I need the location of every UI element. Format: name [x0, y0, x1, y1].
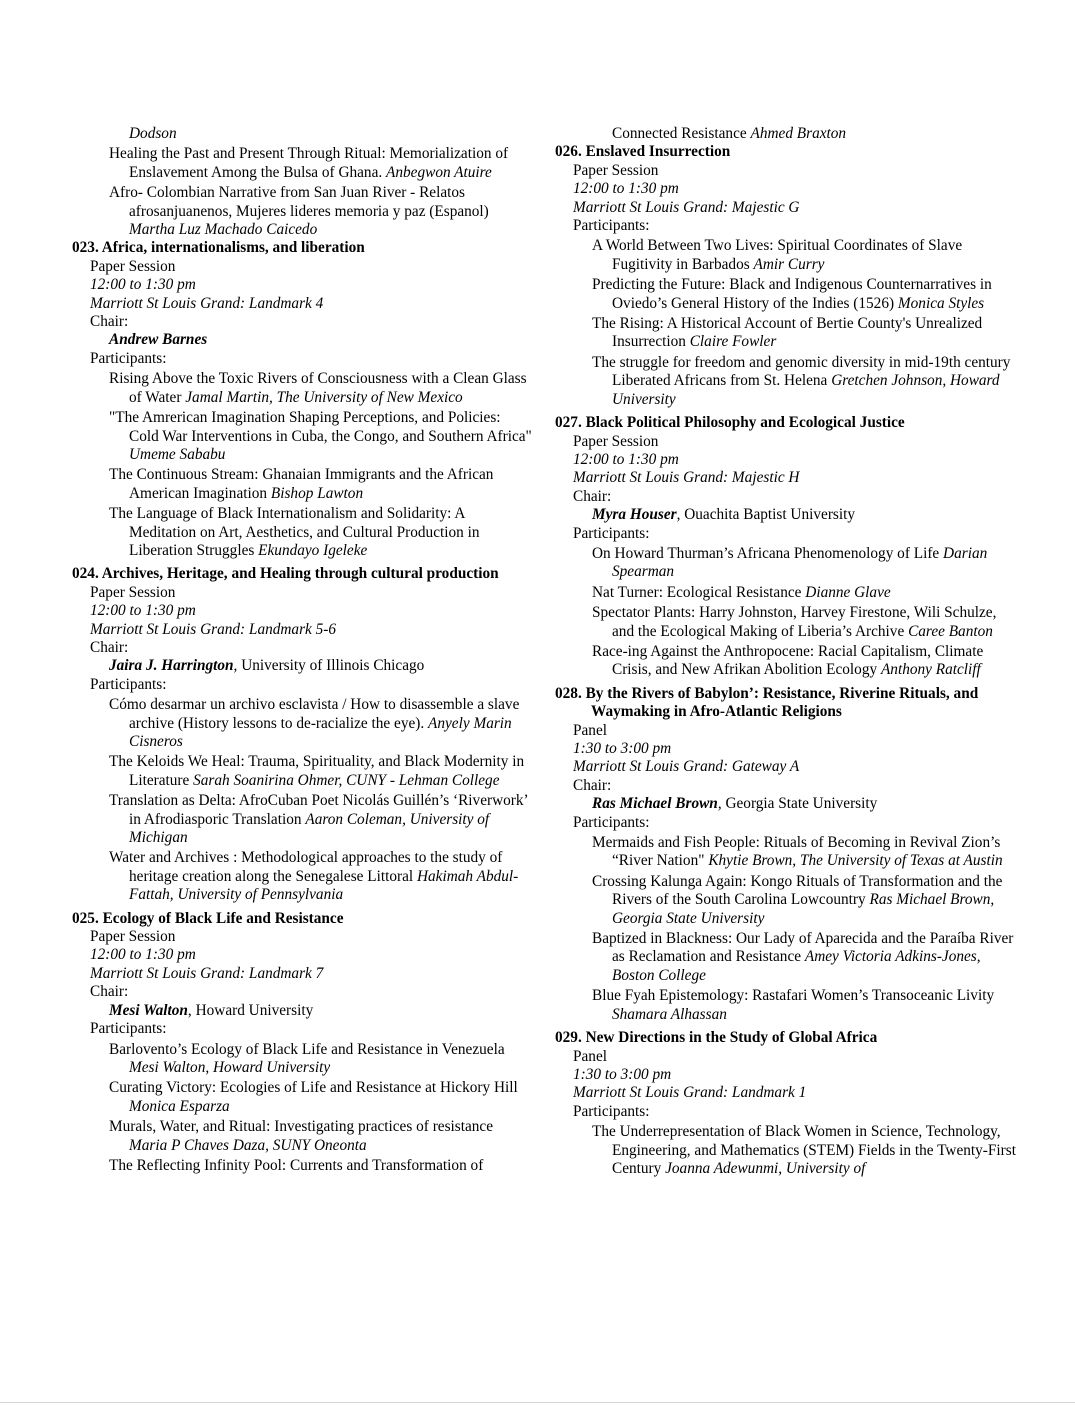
- paper-authors: Aaron Coleman, University of Michigan: [129, 810, 490, 847]
- session-block: [555, 1029, 1017, 1178]
- paper-entry: [72, 849, 534, 904]
- paper-authors: Ras Michael Brown, Georgia State University: [612, 891, 995, 927]
- paper-title: Spectator Plants: Harry Johnston, Harvey Firestone, Wili Schulze, and the Ecological Making of Liberia’s Archive: [592, 604, 997, 640]
- paper-entry: [555, 834, 1017, 871]
- session-type: Panel: [573, 1047, 607, 1065]
- chair-name: Jaira J. Harrington: [109, 657, 234, 675]
- participants-label: Participants:: [573, 1102, 650, 1120]
- paper-title: On Howard Thurman’s Africana Phenomenology of Life: [592, 544, 944, 562]
- paper-entry: [555, 604, 1017, 641]
- paper-title: Murals, Water, and Ritual: Investigating practices of resistance: [109, 1118, 493, 1136]
- participants-label: Participants:: [90, 349, 167, 367]
- paper-entry: [555, 354, 1017, 409]
- paper-title: Curating Victory: Ecologies of Life and Resistance at Hickory Hill: [109, 1079, 518, 1097]
- paper-entry: [72, 505, 534, 560]
- paper-entry: [72, 1157, 534, 1175]
- session-block: [72, 565, 534, 904]
- paper-title: The Keloids We Heal: Trauma, Spirituality, and Black Modernity in Literature: [109, 753, 525, 789]
- paper-authors: Martha Luz Machado Caicedo: [129, 221, 318, 239]
- paper-authors: Joanna Adewunmi, University of: [665, 1159, 866, 1177]
- paper-authors: Anbegwon Atuire: [386, 163, 492, 181]
- continued-entry: [555, 125, 1017, 143]
- paper-entry: [555, 987, 1017, 1024]
- paper-entry: [72, 1118, 534, 1155]
- paper-title: "The Amrerican Imagination Shaping Perceptions, and Policies: Cold War Interventions in Cuba, the Congo, and Southern Africa": [109, 409, 532, 445]
- session-block: [72, 239, 534, 560]
- session-heading: 028. By the Rivers of Babylon’: Resistance, Riverine Rituals, and Waymaking in Afro-Atlantic Religions: [555, 684, 979, 721]
- participants-label: Participants:: [573, 217, 650, 235]
- paper-authors: Jamal Martin, The University of New Mexico: [185, 388, 463, 406]
- paper-entry: [72, 1079, 534, 1116]
- paper-title: The Language of Black Internationalism and Solidarity: A Meditation on Art, Aesthetics, and Cultural Production in Liberation Struggles: [109, 505, 480, 559]
- paper-authors: Claire Fowler: [689, 333, 777, 351]
- session-block: [555, 685, 1017, 1024]
- paper-entry: [72, 696, 534, 751]
- paper-authors: Gretchen Johnson, Howard University: [612, 372, 1000, 408]
- paper-entry: [555, 643, 1017, 680]
- paper-entry: [72, 753, 534, 790]
- chair-name: Ras Michael Brown: [592, 795, 718, 813]
- paper-authors: Amey Victoria Adkins-Jones, Boston College: [612, 948, 981, 984]
- paper-entry: [555, 545, 1017, 582]
- paper-authors: Dodson: [129, 125, 177, 142]
- paper-entry: [555, 584, 1017, 602]
- session-location: Marriott St Louis Grand: Majestic H: [573, 469, 800, 487]
- paper-title: Mermaids and Fish People: Rituals of Becoming in Revival Zion’s “River Nation": [592, 834, 1001, 870]
- session-heading: 023. Africa, internationalisms, and liberation: [72, 239, 365, 257]
- chair-entry: [555, 506, 1017, 524]
- paper-authors: Khytie Brown, The University of Texas at Austin: [708, 852, 1003, 870]
- continued-paper: [72, 184, 534, 239]
- paper-entry: [555, 276, 1017, 313]
- session-heading: 024. Archives, Heritage, and Healing through cultural production: [72, 565, 499, 583]
- paper-authors: Anyely Marin Cisneros: [129, 714, 512, 750]
- participants-label: Participants:: [573, 813, 650, 831]
- paper-authors: Dianne Glave: [805, 583, 891, 601]
- paper-title: Baptized in Blackness: Our Lady of Aparecida and the Paraíba River as Reclamation and Resistance: [592, 930, 1014, 966]
- session-type: Paper Session: [90, 583, 176, 601]
- paper-authors: Sarah Soanirina Ohmer, CUNY - Lehman College: [193, 771, 500, 789]
- paper-entry: [72, 466, 534, 503]
- paper-authors: Umeme Sababu: [129, 445, 226, 463]
- paper-title: The Underrepresentation of Black Women in Science, Technology, Engineering, and Mathematics (STEM) Fields in the Twenty-First Century: [592, 1123, 1016, 1177]
- session-heading: 025. Ecology of Black Life and Resistance: [72, 909, 344, 927]
- paper-authors: Bishop Lawton: [270, 484, 364, 502]
- paper-authors: Darian Spearman: [612, 544, 988, 581]
- paper-title: Race-ing Against the Anthropocene: Racial Capitalism, Climate Crisis, and New Afrikan Abolition Ecology: [592, 642, 984, 679]
- chair-entry: [72, 1002, 534, 1020]
- chair-label: Chair:: [90, 313, 129, 331]
- paper-entry: [555, 1123, 1017, 1178]
- continued-paper: [72, 145, 534, 182]
- paper-entry: [555, 315, 1017, 352]
- paper-authors: Hakimah Abdul-Fattah, University of Pennsylvania: [129, 867, 519, 904]
- session-type: Paper Session: [573, 432, 659, 450]
- session-time: 12:00 to 1:30 pm: [90, 602, 196, 620]
- participants-label: Participants:: [573, 524, 650, 542]
- session-time: 1:30 to 3:00 pm: [573, 740, 672, 757]
- chair-label: Chair:: [90, 638, 129, 656]
- paper-authors: Caree Banton: [908, 622, 993, 640]
- session-time: 12:00 to 1:30 pm: [90, 946, 196, 964]
- paper-title: Rising Above the Toxic Rivers of Consciousness with a Clean Glass of Water: [109, 370, 527, 406]
- paper-title: Nat Turner: Ecological Resistance: [592, 583, 806, 601]
- paper-entry: [555, 237, 1017, 274]
- participants-label: Participants:: [90, 1020, 167, 1038]
- paper-authors: Monica Esparza: [129, 1097, 230, 1115]
- paper-entry: [72, 1041, 534, 1078]
- chair-label: Chair:: [90, 983, 129, 1001]
- session-location: Marriott St Louis Grand: Majestic G: [573, 198, 800, 216]
- chair-affiliation: , Howard University: [187, 1001, 314, 1019]
- paper-title: Connected Resistance: [612, 125, 751, 142]
- paper-entry: [72, 409, 534, 464]
- session-type: Paper Session: [90, 257, 176, 275]
- session-location: Marriott St Louis Grand: Landmark 1: [573, 1084, 807, 1102]
- paper-title: The Reflecting Infinity Pool: Currents and Transformation of: [109, 1156, 484, 1174]
- paper-entry: [72, 370, 534, 407]
- paper-title: Crossing Kalunga Again: Kongo Rituals of Transformation and the Rivers of the South Carolina Lowcountry: [592, 872, 1003, 909]
- paper-title: The Rising: A Historical Account of Bertie County's Unrealized Insurrection: [592, 315, 983, 351]
- chair-entry: [555, 795, 1017, 813]
- participants-label: Participants:: [90, 675, 167, 693]
- paper-authors: Shamara Alhassan: [612, 1005, 727, 1023]
- paper-title: Predicting the Future: Black and Indigenous Counternarratives in Oviedo’s General History of the Indies (1526): [592, 276, 992, 312]
- session-block: [72, 910, 534, 1176]
- session-location: Marriott St Louis Grand: Landmark 7: [90, 964, 324, 982]
- session-block: [555, 143, 1017, 409]
- session-location: Marriott St Louis Grand: Landmark 5-6: [90, 620, 337, 638]
- session-type: Panel: [573, 721, 607, 739]
- left-column: [72, 125, 534, 1175]
- session-list: [555, 143, 1017, 1178]
- paper-authors: Ekundayo Igeleke: [258, 541, 368, 559]
- paper-authors: Ahmed Braxton: [750, 125, 847, 142]
- session-time: 1:30 to 3:00 pm: [573, 1065, 672, 1083]
- paper-title: Cómo desarmar un archivo esclavista / How to disassemble a slave archive (History lessons to de-racialize the eye).: [109, 696, 520, 732]
- session-time: 12:00 to 1:30 pm: [573, 450, 679, 468]
- paper-title: Translation as Delta: AfroCuban Poet Nicolás Guillén’s ‘Riverwork’ in Afrodiasporic Translation: [109, 792, 528, 828]
- chair-name: Myra Houser: [592, 506, 677, 524]
- session-type: Paper Session: [90, 928, 176, 946]
- page-bottom-rule: [0, 1402, 1075, 1403]
- chair-name: Andrew Barnes: [109, 331, 208, 349]
- paper-authors: Anthony Ratcliff: [880, 661, 981, 679]
- session-heading: 029. New Directions in the Study of Global Africa: [555, 1029, 878, 1047]
- paper-title: Healing the Past and Present Through Ritual: Memorialization of Enslavement Among the Bulsa of Ghana.: [109, 145, 509, 181]
- session-block: [555, 414, 1017, 680]
- chair-affiliation: , University of Illinois Chicago: [233, 657, 425, 675]
- session-location: Marriott St Louis Grand: Landmark 4: [90, 294, 324, 312]
- paper-authors: Monica Styles: [897, 294, 985, 312]
- session-time: 12:00 to 1:30 pm: [90, 276, 196, 294]
- right-column: [555, 125, 1017, 1178]
- paper-title: The struggle for freedom and genomic diversity in mid-19th century Liberated Africans from St. Helena: [592, 353, 1011, 390]
- session-type: Paper Session: [573, 161, 659, 179]
- session-location: Marriott St Louis Grand: Gateway A: [573, 758, 800, 776]
- paper-title: Afro- Colombian Narrative from San Juan River - Relatos afrosanjuanenos, Mujeres lideres memoria y paz (Espanol): [109, 184, 489, 220]
- session-heading: 026. Enslaved Insurrection: [555, 143, 731, 161]
- paper-title: A World Between Two Lives: Spiritual Coordinates of Slave Fugitivity in Barbados: [592, 237, 963, 273]
- paper-entry: [555, 873, 1017, 928]
- continued-entry: [72, 125, 534, 143]
- paper-authors: Maria P Chaves Daza, SUNY Oneonta: [129, 1136, 367, 1154]
- paper-authors: Mesi Walton, Howard University: [129, 1058, 331, 1076]
- paper-title: Water and Archives : Methodological approaches to the study of heritage creation along the Senegalese Littoral: [109, 849, 503, 885]
- chair-entry: [72, 657, 534, 675]
- paper-entry: [555, 930, 1017, 985]
- chair-affiliation: , Ouachita Baptist University: [676, 506, 856, 524]
- paper-title: Blue Fyah Epistemology: Rastafari Women’s Transoceanic Livity: [592, 987, 995, 1005]
- paper-entry: [72, 792, 534, 847]
- chair-label: Chair:: [573, 487, 612, 505]
- session-time: 12:00 to 1:30 pm: [573, 180, 679, 198]
- session-heading: 027. Black Political Philosophy and Ecological Justice: [555, 414, 905, 432]
- session-list: [72, 239, 534, 1175]
- chair-label: Chair:: [573, 776, 612, 794]
- paper-title: Barlovento’s Ecology of Black Life and Resistance in Venezuela: [109, 1040, 505, 1058]
- chair-entry: [72, 331, 534, 349]
- chair-affiliation: , Georgia State University: [717, 795, 878, 813]
- paper-authors: Amir Curry: [753, 255, 825, 273]
- chair-name: Mesi Walton: [109, 1001, 188, 1019]
- paper-title: The Continuous Stream: Ghanaian Immigrants and the African American Imagination: [109, 466, 494, 502]
